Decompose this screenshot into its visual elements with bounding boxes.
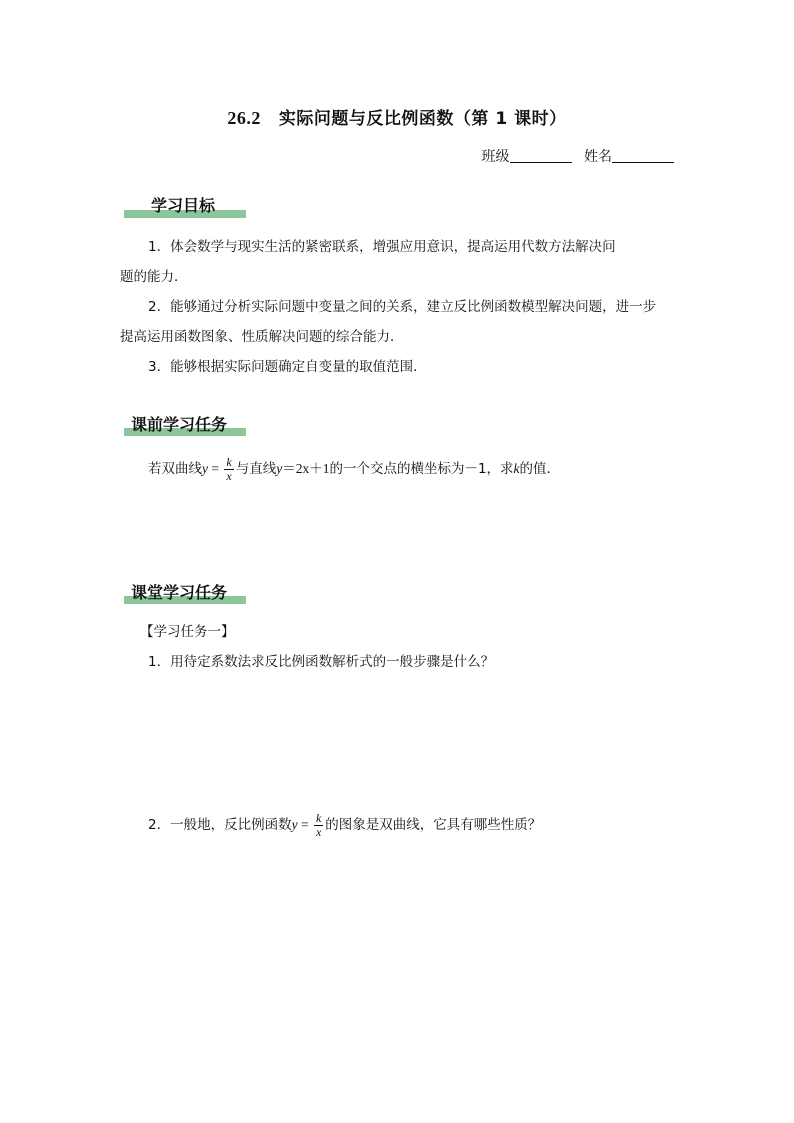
inclass-question-1: 1．用待定系数法求反比例函数解析式的一般步骤是什么？ <box>148 654 495 670</box>
name-label: 姓名 <box>584 149 612 165</box>
class-blank[interactable] <box>510 148 572 163</box>
preclass-y: y <box>202 461 208 476</box>
preclass-mid2: 的一个交点的横坐标为－1，求 <box>329 461 514 477</box>
page-title <box>0 104 794 129</box>
preclass-line-rest: ＝2x＋1 <box>282 461 330 476</box>
objective-2b: 提高运用函数图象、性质解决问题的综合能力． <box>120 329 404 345</box>
preclass-frac-num: k <box>226 454 232 469</box>
preclass-mid: 与直线 <box>235 461 277 477</box>
q2-prefix: 2．一般地，反比例函数 <box>148 817 292 833</box>
preclass-prefix: 若双曲线 <box>148 461 202 477</box>
inclass-heading: 课堂学习任务 <box>131 583 228 602</box>
q2-suffix: 的图象是双曲线，它具有哪些性质？ <box>325 817 542 833</box>
class-name-line <box>482 146 674 166</box>
objectives-heading: 学习目标 <box>151 196 216 215</box>
preclass-fraction <box>224 456 233 483</box>
preclass-end: 的值． <box>519 461 561 477</box>
objective-3: 3．能够根据实际问题确定自变量的取值范围． <box>148 359 427 375</box>
preclass-line-y: y <box>276 461 283 476</box>
class-label: 班级 <box>481 149 510 165</box>
q2-eq: = <box>297 817 312 832</box>
objective-2a: 2．能够通过分析实际问题中变量之间的关系，建立反比例函数模型解决问题，进一步 <box>148 299 657 315</box>
preclass-heading: 课前学习任务 <box>131 415 228 434</box>
objective-1a: 1．体会数学与现实生活的紧密联系，增强应用意识，提高运用代数方法解决问 <box>148 239 616 255</box>
objective-1b: 题的能力． <box>120 269 188 285</box>
preclass-frac-den: x <box>226 468 232 483</box>
preclass-eq: = <box>208 461 223 476</box>
preclass-question <box>148 454 708 484</box>
section-number: 26.2 <box>227 108 261 128</box>
q2-fraction <box>314 812 323 839</box>
title-text: 实际问题与反比例函数（第 1 课时） <box>278 109 567 129</box>
objectives-list <box>120 232 680 382</box>
q2-frac-den: x <box>315 824 322 839</box>
q2-frac-num: k <box>315 810 322 825</box>
q2-y: y <box>291 817 298 832</box>
preclass-k: k <box>513 461 520 476</box>
name-blank[interactable] <box>612 148 674 163</box>
task-label: 【学习任务一】 <box>140 624 235 640</box>
inclass-question-2 <box>148 810 708 840</box>
